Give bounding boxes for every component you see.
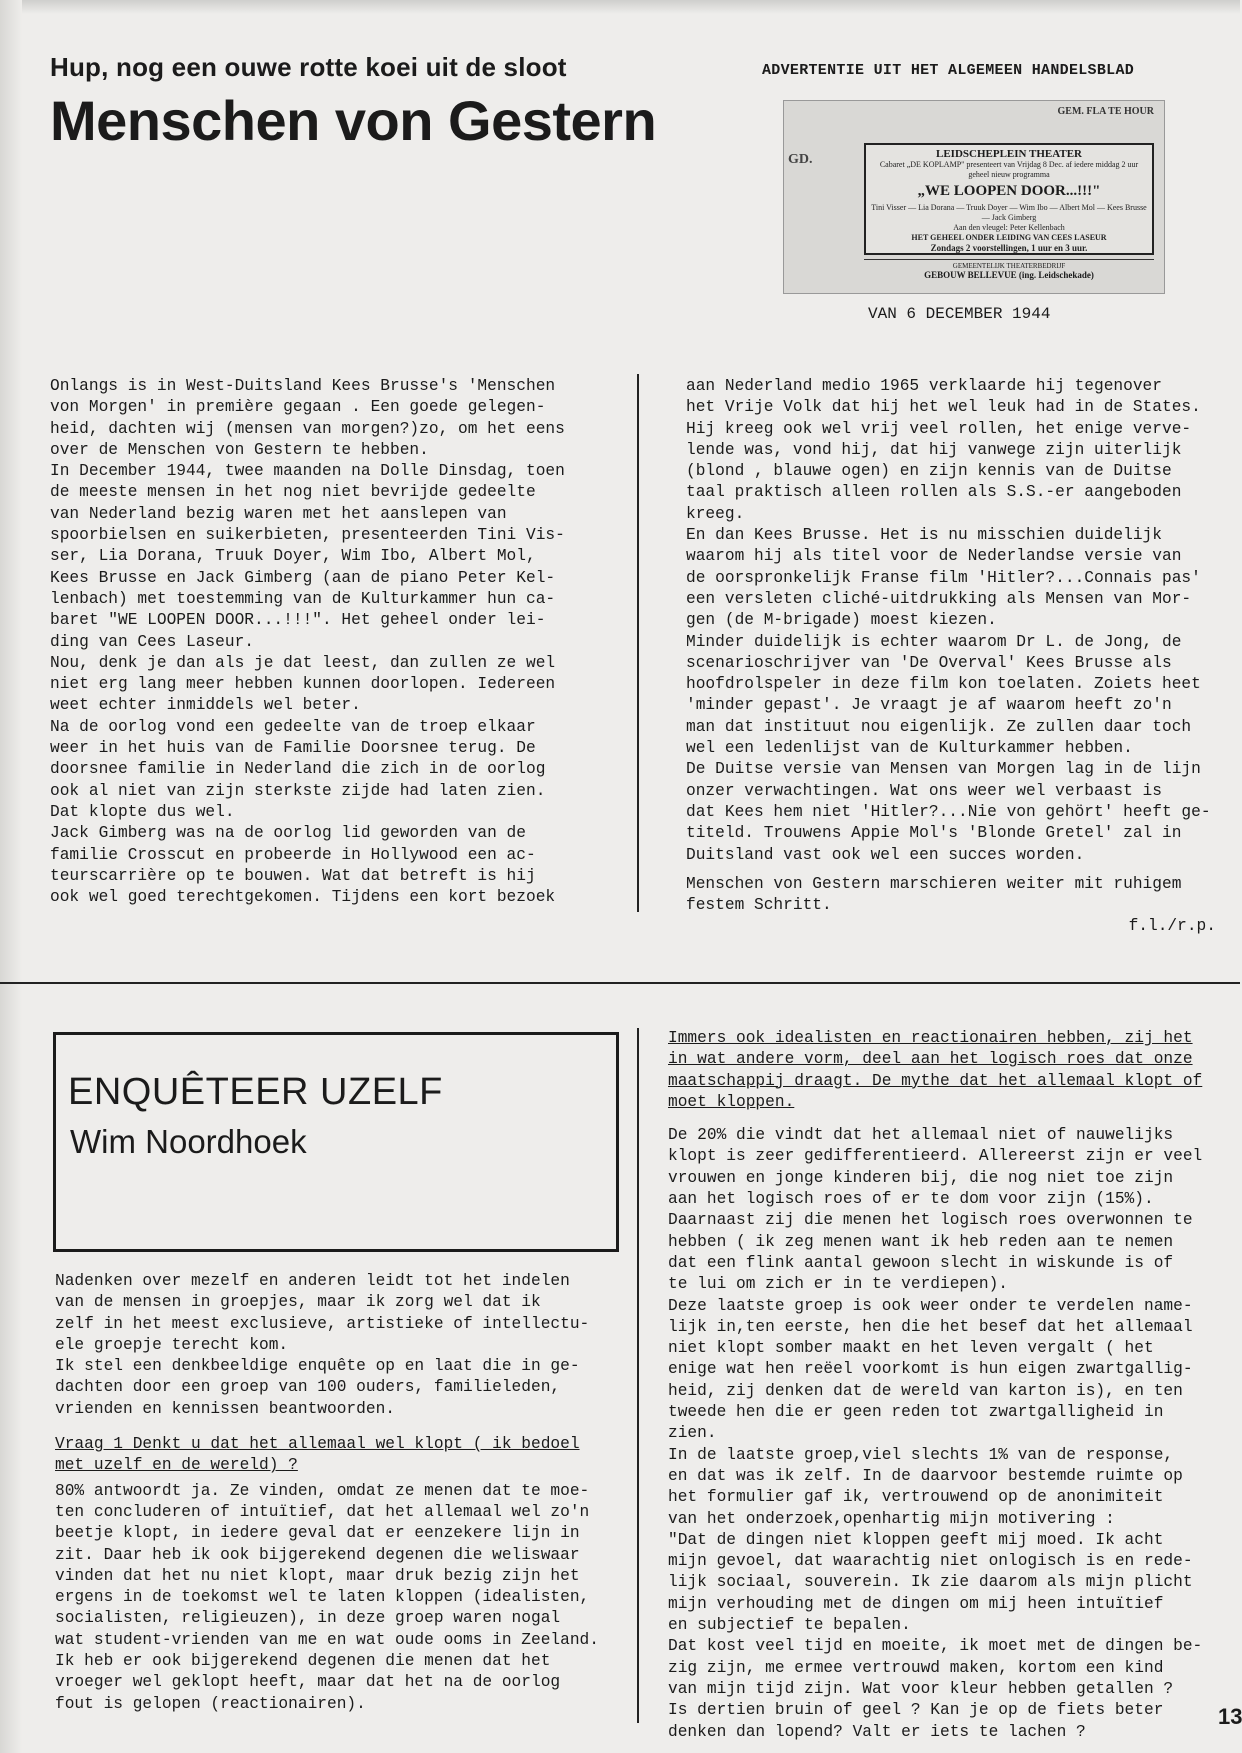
article-line: Nadenken over mezelf en anderen leidt tot het indelen xyxy=(55,1272,570,1290)
article-line: Ik stel een denkbeeldige enquête op en laat die in ge- xyxy=(55,1357,580,1376)
advertisement-date: VAN 6 DECEMBER 1944 xyxy=(868,305,1051,323)
article2-author: Wim Noordhoek xyxy=(70,1123,307,1160)
article-line: kreeg. xyxy=(686,504,745,523)
advert-direction: HET GEHEEL ONDER LEIDING VAN CEES LASEUR xyxy=(911,233,1107,242)
question-line: met uzelf en de wereld) ? xyxy=(55,1456,298,1475)
article-line: hoofdrolspeler in deze film kon toelaten. Zoiets heet xyxy=(686,675,1201,694)
article-line: het Vrije Volk dat hij het wel leuk had in de States. xyxy=(686,398,1201,417)
article-line: maatschappij draagt. De mythe dat het allemaal klopt of xyxy=(668,1071,1203,1090)
article2-title-box xyxy=(53,1032,619,1252)
article-line: Immers ook idealisten en reactionairen hebben, zij het xyxy=(668,1029,1193,1047)
article-line: van het onderzoek,openhartig mijn motivering : xyxy=(668,1509,1115,1528)
article-line: van Nederland bezig waren met het aanslepen van xyxy=(50,504,507,523)
article2-title: ENQUÊTEER UZELF xyxy=(68,1071,443,1113)
article-line: heid, zij denken dat de wereld van karton is), en ten xyxy=(668,1381,1183,1400)
column-divider-top xyxy=(637,374,639,912)
article-line: wel een ledenlijst van de Kulturkammer hebben. xyxy=(686,739,1133,758)
article-line: niet erg lang meer hebben kunnen doorlopen. Iedereen xyxy=(50,675,556,694)
section-divider xyxy=(0,982,1240,984)
article-line: Dat kost veel tijd en moeite, ik moet met de dingen be- xyxy=(668,1637,1203,1656)
article-line: man dat instituut nou eigenlijk. Ze zullen daar toch xyxy=(686,717,1192,736)
clip-header: GEM. FLA TE HOUR xyxy=(1057,106,1154,117)
closing-line-2: festem Schritt. xyxy=(686,896,832,915)
advertisement-label: ADVERTENTIE UIT HET ALGEMEEN HANDELSBLAD xyxy=(762,62,1135,79)
article-line: dat Kees hem niet 'Hitler?...Nie von gehört' heeft ge- xyxy=(686,802,1211,821)
article-line: ser, Lia Dorana, Truuk Doyer, Wim Ibo, Albert Mol, xyxy=(50,547,536,566)
article-line: In de laatste groep,viel slechts 1% van de response, xyxy=(668,1445,1174,1464)
article-line: weer in het huis van de Familie Doorsnee terug. De xyxy=(50,739,536,758)
article-line: het formulier gaf ik, vertrouwend op de anonimiteit xyxy=(668,1488,1164,1507)
article-line: wat student-vrienden van me en wat oude ooms in Zeeland. xyxy=(55,1630,599,1649)
article-line: tweede hen die er geen reden tot zwartgalligheid in xyxy=(668,1403,1164,1422)
advert-piano: Aan den vleugel: Peter Kellenbach xyxy=(953,223,1065,232)
article-line: teurscarrière op te bouwen. Wat dat betreft is hij xyxy=(50,866,536,885)
article-line: mijn verhouding met de dingen om mij heen intuïtief xyxy=(668,1594,1164,1613)
article-line: Deze laatste groep is ook weer onder te verdelen name- xyxy=(668,1296,1193,1315)
article-header xyxy=(50,52,730,153)
closing-line: Menschen von Gestern marschieren weiter mit ruhigem xyxy=(686,874,1182,893)
article-line: De 20% die vindt dat het allemaal niet of nauwelijks xyxy=(668,1126,1174,1145)
article-line: vrouwen en jonge kinderen bij, die nog niet toe zijn xyxy=(668,1168,1174,1187)
article-line: 'minder gepast'. Je vraagt je af waarom heeft zo'n xyxy=(686,696,1172,715)
article-line: Jack Gimberg was na de oorlog lid geworden van de xyxy=(50,824,526,843)
article-line: te lui om zich er in te verdiepen). xyxy=(668,1275,1008,1294)
article-line: De Duitse versie van Mensen van Morgen lag in de lijn xyxy=(686,760,1201,779)
article-line: Duitsland vast ook wel een succes worden. xyxy=(686,845,1085,864)
article-line: lijk sociaal, souverein. Ik zie daarom als mijn plicht xyxy=(668,1573,1193,1592)
article-line: En dan Kees Brusse. Het is nu misschien duidelijk xyxy=(686,526,1162,545)
article-line: baret "WE LOOPEN DOOR...!!!". Het geheel onder lei- xyxy=(50,611,546,630)
advert-intro: Cabaret „DE KOPLAMP" presenteert van Vrijdag 8 Dec. af iedere middag 2 uur geheel nieuw programma xyxy=(879,160,1139,179)
article-line: ergens in de toekomst wel te laten kloppen (idealisten, xyxy=(55,1588,590,1607)
theatre-advert-box xyxy=(864,143,1154,255)
article-line: de oorspronkelijk Franse film 'Hitler?...Connais pas' xyxy=(686,568,1201,587)
article-line: moet kloppen. xyxy=(668,1092,795,1111)
article-line: ten concluderen of intuïtief, dat het allemaal wel zo'n xyxy=(55,1502,590,1521)
advert-times: Zondags 2 voorstellingen, 1 uur en 3 uur. xyxy=(930,243,1088,253)
article1-left-column xyxy=(50,376,565,908)
article-line: waarom hij als titel voor de Nederlandse versie van xyxy=(686,547,1182,566)
article-line: dachten door een groep van 100 ouders, familieleden, xyxy=(55,1378,561,1397)
article-line: Minder duidelijk is echter waarom Dr L. de Jong, de xyxy=(686,632,1182,651)
article-line: fout is gelopen (reactionairen). xyxy=(55,1694,366,1713)
signature: f.l./r.p. xyxy=(1128,917,1216,936)
article-line: klopt is zeer gedifferentieerd. Allereerst zijn er veel xyxy=(668,1147,1203,1166)
article-line: Onlangs is in West-Duitsland Kees Brusse's 'Menschen xyxy=(50,377,556,395)
article-line: 80% antwoordt ja. Ze vinden, omdat ze menen dat te moe- xyxy=(55,1481,590,1500)
article-line: taal praktisch alleen rollen als S.S.-er aangeboden xyxy=(686,483,1182,502)
article-line: de meeste mensen in het nog niet bevrijde gedeelte xyxy=(50,483,536,502)
article-line: ook wel goed terechtgekomen. Tijdens een kort bezoek xyxy=(50,888,556,907)
article-line: van mijn tijd zijn. Wat voor kleur hebben getallen ? xyxy=(668,1679,1174,1698)
article-line: weet echter inmiddels wel beter. xyxy=(50,696,361,715)
article-line: doorsnee familie in Nederland die zich in de oorlog xyxy=(50,760,546,779)
article-line: heid, dachten wij (mensen van morgen?)zo, om het eens xyxy=(50,419,565,438)
article-line: Is dertien bruin of geel ? Kan je op de fiets beter xyxy=(668,1701,1164,1720)
theatre-name: LEIDSCHEPLEIN THEATER xyxy=(936,148,1082,160)
article-line: von Morgen' in première gegaan . Een goede gelegen- xyxy=(50,398,546,417)
article-line: niet klopt somber maakt en het leven vergalt ( het xyxy=(668,1339,1154,1358)
article-line: mijn gevoel, dat waarachtig niet onlogisch is en rede- xyxy=(668,1552,1193,1571)
article-line: en dat was ik zelf. In de daarvoor bestemde ruimte op xyxy=(668,1466,1183,1485)
article-line: ook al niet van zijn sterkste zijde had laten zien. xyxy=(50,781,546,800)
article-line: zit. Daar heb ik ook bijgerekend degenen die weliswaar xyxy=(55,1545,580,1564)
article-line: in wat andere vorm, deel aan het logisch roes dat onze xyxy=(668,1050,1193,1069)
article-line: Nou, denk je dan als je dat leest, dan zullen ze wel xyxy=(50,653,556,672)
article-line: lende was, vond hij, dat hij vanwege zijn uiterlijk xyxy=(686,440,1182,459)
article-line: Kees Brusse en Jack Gimberg (aan de piano Peter Kel- xyxy=(50,568,556,587)
article-line: beetje klopt, in iedere geval dat er eenzekere lijn in xyxy=(55,1524,580,1543)
advert-cast: Tini Visser — Lia Dorana — Truuk Doyer — Wim Ibo — Albert Mol — Kees Brusse — Jack Gimberg xyxy=(871,203,1147,222)
article-line: Ik heb er ook bijgerekend degenen die menen dat het xyxy=(55,1652,551,1671)
article-line: gen (de M-brigade) moest kiezen. xyxy=(686,611,997,630)
column-divider-bottom xyxy=(637,1028,639,1723)
article-line: denken dan lopend? Valt er iets te lachen ? xyxy=(668,1722,1086,1741)
article-line: lijk in,ten eerste, hen die het besef dat het allemaal xyxy=(668,1317,1193,1336)
article-line: dat een flink aantal gewoon slecht in wiskunde is of xyxy=(668,1253,1174,1272)
kicker: Hup, nog een ouwe rotte koei uit de sloot xyxy=(50,52,567,82)
clip-fragment-left: GD. xyxy=(788,152,813,167)
page-number: 13 xyxy=(1218,1704,1242,1729)
clip-footer: GEMEENTELIJK THEATERBEDRIJF GEBOUW BELLEVUE (ing. Leidschekade) xyxy=(864,259,1154,280)
article2-right-column xyxy=(668,1028,1202,1743)
article-line: familie Crosscut en probeerde in Hollywood een ac- xyxy=(50,845,536,864)
article-line: zelf in het meest exclusieve, artistieke of intellectu- xyxy=(55,1314,590,1333)
show-title: „WE LOOPEN DOOR...!!!" xyxy=(917,183,1101,199)
article-line: zig zijn, me ermee vertrouwd maken, kortom een kind xyxy=(668,1658,1164,1677)
article-line: vrienden en kennissen beantwoorden. xyxy=(55,1399,395,1418)
article-line: socialisten, religieuzen), in deze groep waren nogal xyxy=(55,1609,561,1628)
headline: Menschen von Gestern xyxy=(50,89,657,152)
article-line: van de mensen in groepjes, maar ik zorg wel dat ik xyxy=(55,1293,541,1312)
article-line: over de Menschen von Gestern te hebben. xyxy=(50,440,429,459)
article-line: aan het logisch roes of er te dom voor zijn (15%). xyxy=(668,1190,1154,1209)
article-line: ding van Cees Laseur. xyxy=(50,632,254,651)
article-line: "Dat de dingen niet kloppen geeft mij moed. Ik acht xyxy=(668,1530,1164,1549)
article-line: scenarioschrijver van 'De Overval' Kees Brusse als xyxy=(686,653,1172,672)
article-line: Daarnaast zij die menen het logisch roes overwonnen te xyxy=(668,1211,1193,1230)
article-line: zien. xyxy=(668,1424,717,1443)
article-line: spoorbielsen en suikerbieten, presenteerden Tini Vis- xyxy=(50,526,565,545)
article-line: (blond , blauwe ogen) en zijn kennis van de Duitse xyxy=(686,462,1172,481)
binding-shadow xyxy=(0,0,22,1753)
article-line: en subjectief te bepalen. xyxy=(668,1616,911,1635)
article-line: onzer verwachtingen. Wat ons weer wel verbaast is xyxy=(686,781,1162,800)
article1-right-column xyxy=(686,376,1216,938)
article2-left-column xyxy=(55,1271,599,1715)
article-line: vinden dat het nu niet klopt, maar druk bezig zijn het xyxy=(55,1566,580,1585)
article-line: titeld. Trouwens Appie Mol's 'Blonde Gretel' zal in xyxy=(686,824,1182,843)
article-line: hebben ( ik zeg menen want ik heb reden aan te nemen xyxy=(668,1232,1174,1251)
article-line: Na de oorlog vond een gedeelte van de troep elkaar xyxy=(50,717,536,736)
article-line: Hij kreeg ook wel vrij veel rollen, het enige verve- xyxy=(686,419,1192,438)
page-edge-shadow xyxy=(0,0,1240,14)
article-line: In December 1944, twee maanden na Dolle Dinsdag, toen xyxy=(50,462,565,481)
article-line: een versleten cliché-uitdrukking als Mensen van Mor- xyxy=(686,589,1192,608)
article-line: aan Nederland medio 1965 verklaarde hij tegenover xyxy=(686,377,1162,395)
article-line: enige wat hen reëel voorkomt is hun eigen zwartgallig- xyxy=(668,1360,1193,1379)
article-line: ele groepje terecht kom. xyxy=(55,1335,289,1354)
question-line: Vraag 1 Denkt u dat het allemaal wel klopt ( ik bedoel xyxy=(55,1435,580,1454)
article-line: lenbach) met toestemming van de Kulturkammer hun ca- xyxy=(50,589,556,608)
newspaper-clipping xyxy=(783,100,1165,294)
article-line: vroeger wel geklopt heeft, maar dat het na de oorlog xyxy=(55,1673,561,1692)
article-line: Dat klopte dus wel. xyxy=(50,802,235,821)
